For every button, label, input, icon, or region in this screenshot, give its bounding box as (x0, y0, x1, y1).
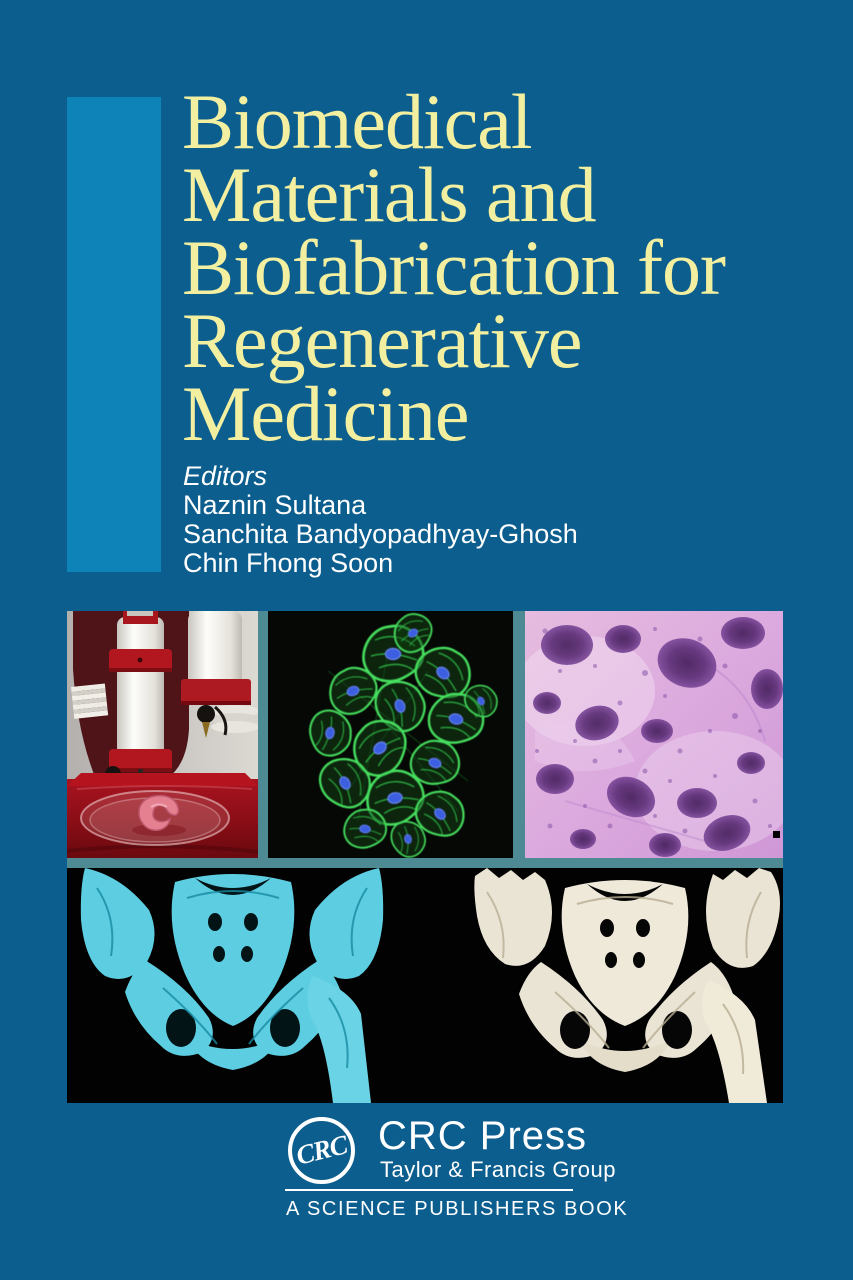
bioprinter-photo (67, 611, 258, 858)
title-line: Materials and (182, 151, 596, 238)
stained-colonies-photo (525, 611, 783, 858)
cover-photo-grid (67, 611, 783, 1103)
publisher-tagline: A SCIENCE PUBLISHERS BOOK (286, 1198, 629, 1220)
title-line: Biofabrication for (182, 224, 725, 311)
editor-name: Naznin Sultana (183, 490, 367, 520)
publisher-rule (285, 1189, 573, 1191)
crc-logo-monogram: CRC (292, 1129, 350, 1171)
title-line: Biomedical (182, 78, 532, 165)
editors-label: Editors (183, 461, 268, 491)
fluorescent-cells-photo (268, 611, 513, 858)
editor-name: Sanchita Bandyopadhyay-Ghosh (183, 519, 578, 549)
editor-name: Chin Fhong Soon (183, 548, 394, 578)
publisher-group: Taylor & Francis Group (380, 1157, 616, 1182)
accent-bar (67, 97, 161, 572)
editors-block (183, 462, 578, 578)
title-line: Regenerative (182, 297, 582, 384)
book-title (182, 78, 802, 457)
title-line: Medicine (182, 370, 469, 457)
crc-logo (288, 1117, 355, 1184)
publisher-name: CRC Press (378, 1114, 588, 1158)
pelvis-models-photo (67, 868, 783, 1103)
